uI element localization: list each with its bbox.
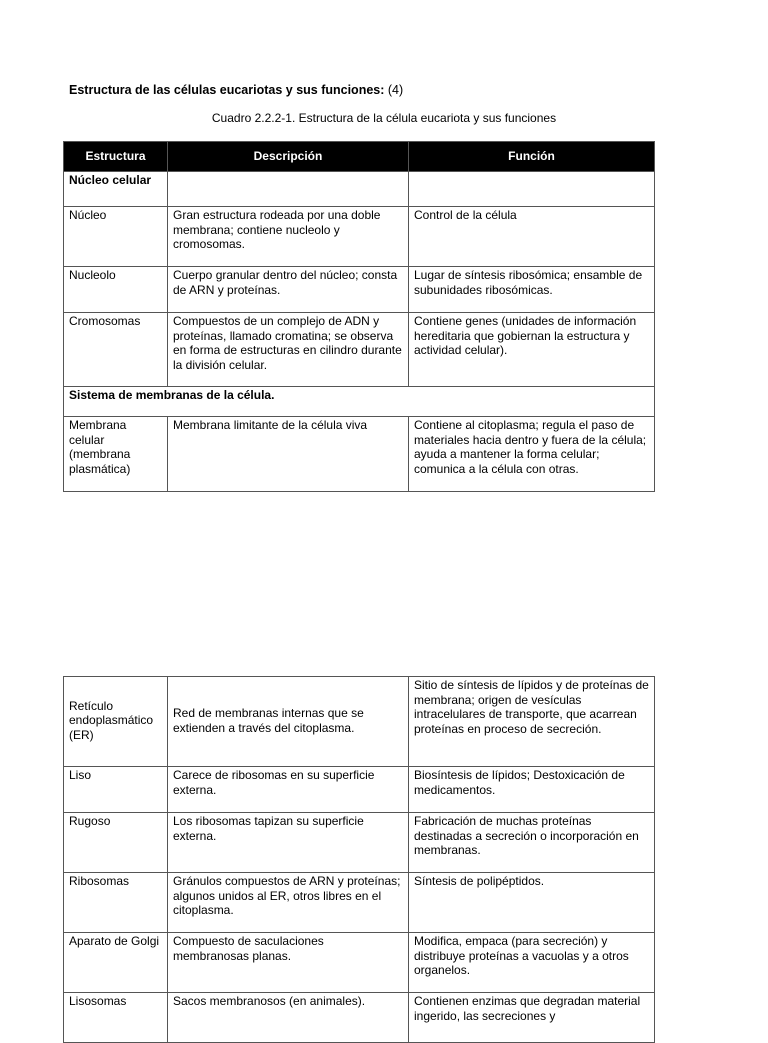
function-cell: Sitio de síntesis de lípidos y de proteínas de membrana; origen de vesículas intracelulares de transporte, que acarrean proteínas en proceso de secreción. xyxy=(409,677,655,767)
structure-cell: Lisosomas xyxy=(64,993,168,1043)
function-cell: Control de la célula xyxy=(409,207,655,267)
table-row xyxy=(64,767,655,813)
description-cell: Gránulos compuestos de ARN y proteínas; algunos unidos al ER, otros libres en el citoplasma. xyxy=(168,873,409,933)
description-cell: Compuesto de saculaciones membranosas planas. xyxy=(168,933,409,993)
function-cell: Síntesis de polipéptidos. xyxy=(409,873,655,933)
description-cell: Los ribosomas tapizan su superficie externa. xyxy=(168,813,409,873)
section-title: Sistema de membranas de la célula. xyxy=(64,387,655,417)
document-heading xyxy=(69,83,403,98)
function-cell: Lugar de síntesis ribosómica; ensamble de subunidades ribosómicas. xyxy=(409,267,655,313)
table-row xyxy=(64,313,655,387)
heading-reference: (4) xyxy=(384,83,404,97)
empty-cell xyxy=(168,172,409,207)
heading-title: Estructura de las células eucariotas y sus funciones: xyxy=(69,83,385,97)
section-row-membranas xyxy=(64,387,655,417)
table-header-row xyxy=(64,142,655,172)
table-row xyxy=(64,207,655,267)
header-funcion: Función xyxy=(409,142,655,172)
structure-cell: Cromosomas xyxy=(64,313,168,387)
table-row xyxy=(64,417,655,492)
function-cell: Contiene al citoplasma; regula el paso de materiales hacia dentro y fuera de la célula; ayuda a mantener la forma celular; comunica a la célula con otras. xyxy=(409,417,655,492)
description-cell: Carece de ribosomas en su superficie externa. xyxy=(168,767,409,813)
table-row xyxy=(64,267,655,313)
section-row-nucleo xyxy=(64,172,655,207)
function-cell: Contienen enzimas que degradan material ingerido, las secreciones y xyxy=(409,993,655,1043)
structure-cell: Núcleo xyxy=(64,207,168,267)
structure-cell: Ribosomas xyxy=(64,873,168,933)
table-row xyxy=(64,813,655,873)
description-cell: Red de membranas internas que se extienden a través del citoplasma. xyxy=(168,677,409,767)
empty-cell xyxy=(409,172,655,207)
table-row xyxy=(64,677,655,767)
function-cell: Fabricación de muchas proteínas destinadas a secreción o incorporación en membranas. xyxy=(409,813,655,873)
cell-structure-table xyxy=(63,141,655,492)
header-descripcion: Descripción xyxy=(168,142,409,172)
structure-cell: Membrana celular (membrana plasmática) xyxy=(64,417,168,492)
description-cell: Cuerpo granular dentro del núcleo; consta de ARN y proteínas. xyxy=(168,267,409,313)
table-row xyxy=(64,873,655,933)
header-estructura: Estructura xyxy=(64,142,168,172)
structure-cell: Liso xyxy=(64,767,168,813)
section-title: Núcleo celular xyxy=(64,172,168,207)
description-cell: Compuestos de un complejo de ADN y proteínas, llamado cromatina; se observa en forma de estructuras en cilindro durante la división celular. xyxy=(168,313,409,387)
function-cell: Modifica, empaca (para secreción) y distribuye proteínas a vacuolas y a otros organelos. xyxy=(409,933,655,993)
description-cell: Gran estructura rodeada por una doble membrana; contiene nucleolo y cromosomas. xyxy=(168,207,409,267)
table-row xyxy=(64,933,655,993)
description-cell: Sacos membranosos (en animales). xyxy=(168,993,409,1043)
structure-cell: Aparato de Golgi xyxy=(64,933,168,993)
structure-cell: Retículo endoplasmático (ER) xyxy=(64,677,168,767)
cell-structure-table-continued xyxy=(63,676,655,1043)
function-cell: Biosíntesis de lípidos; Destoxicación de medicamentos. xyxy=(409,767,655,813)
structure-cell: Rugoso xyxy=(64,813,168,873)
description-cell: Membrana limitante de la célula viva xyxy=(168,417,409,492)
table-row xyxy=(64,993,655,1043)
structure-cell: Nucleolo xyxy=(64,267,168,313)
function-cell: Contiene genes (unidades de información hereditaria que gobiernan la estructura y actividad celular). xyxy=(409,313,655,387)
table-caption: Cuadro 2.2.2-1. Estructura de la célula eucariota y sus funciones xyxy=(211,111,557,125)
